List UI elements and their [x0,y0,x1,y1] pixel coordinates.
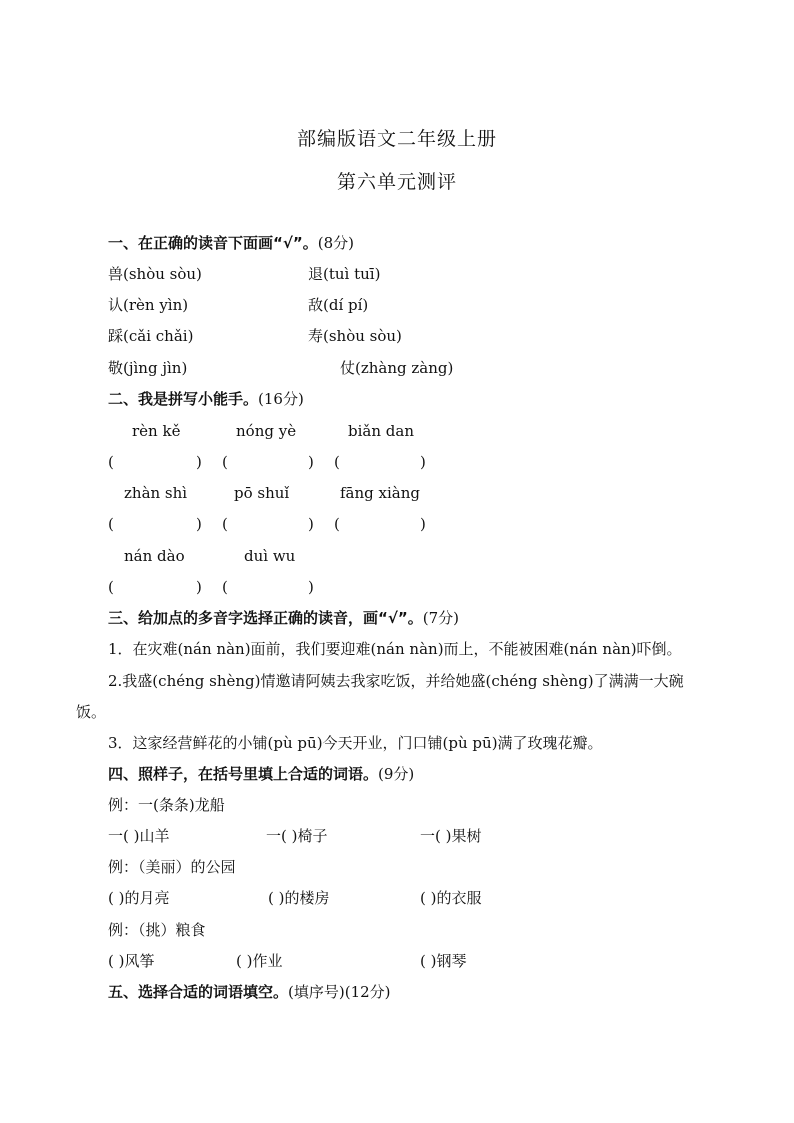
section-5-title: 五、选择合适的词语填空。 [108,983,289,1001]
fill-blank-item[interactable]: ( )的月亮 [108,889,170,907]
s1-item: 踩(cǎi chǎi) [108,327,194,345]
answer-paren-open[interactable]: ( [334,453,340,471]
answer-paren-open[interactable]: ( [108,515,114,533]
section-3-title: 三、给加点的多音字选择正确的读音，画“√”。 [108,609,423,627]
page-subtitle: 第六单元测评 [336,171,457,193]
fill-blank-item[interactable]: 一( )椅子 [266,827,328,845]
answer-paren-close[interactable]: ) [308,453,314,471]
s1-item: 寿(shòu sòu) [308,327,402,345]
answer-paren-close[interactable]: ) [308,578,314,596]
fill-blank-item[interactable]: 一( )果树 [420,827,482,845]
s3-question-2: 2.我盛(chéng shèng)情邀请阿姨去我家吃饭，并给她盛(chéng shèng)了满满一大碗 [108,672,684,690]
fill-blank-item[interactable]: ( )风筝 [108,952,155,970]
fill-blank-item[interactable]: ( )的楼房 [268,889,330,907]
pinyin-prompt: biǎn dan [348,422,414,440]
fill-blank-item[interactable]: ( )钢琴 [420,952,467,970]
answer-paren-open[interactable]: ( [108,578,114,596]
s3-question-3: 3．这家经营鲜花的小铺(pù pū)今天开业，门口铺(pù pū)满了玫瑰花瓣。 [108,734,603,752]
s1-item: 兽(shòu sòu) [108,265,202,283]
answer-paren-open[interactable]: ( [222,453,228,471]
s1-item: 认(rèn yìn) [108,296,189,314]
pinyin-prompt: nóng yè [236,422,297,440]
pinyin-prompt: zhàn shì [124,484,188,502]
section-1-title: 一、在正确的读音下面画“√”。 [108,234,318,252]
page-title: 部编版语文二年级上册 [296,128,497,150]
section-2-heading [108,389,304,409]
answer-paren-open[interactable]: ( [222,578,228,596]
section-2-score: (16分) [258,390,304,408]
section-4-heading [108,764,414,784]
section-4-score: (9分) [378,765,415,783]
fill-blank-item[interactable]: 一( )山羊 [108,827,170,845]
section-1-score: (8分) [317,234,354,252]
section-2-title: 二、我是拼写小能手。 [108,390,259,408]
pinyin-prompt: pō shuǐ [234,484,290,502]
section-5-score: (填序号)(12分) [288,983,391,1001]
pinyin-prompt: nán dào [124,547,185,565]
s1-item: 退(tuì tuī) [308,265,381,283]
s4-example-2: 例：（美丽）的公园 [108,858,236,876]
section-4-title: 四、照样子，在括号里填上合适的词语。 [108,765,379,783]
s4-example-1: 例：一(条条)龙船 [108,796,225,814]
answer-paren-open[interactable]: ( [222,515,228,533]
s4-example-3: 例：（挑）粮食 [108,921,206,939]
answer-paren-close[interactable]: ) [196,578,202,596]
fill-blank-item[interactable]: ( )的衣服 [420,889,482,907]
pinyin-prompt: rèn kě [132,422,181,440]
s3-question-1: 1．在灾难(nán nàn)面前，我们要迎难(nán nàn)而上，不能被困难(nán nàn)吓倒。 [108,640,682,658]
fill-blank-item[interactable]: ( )作业 [236,952,283,970]
s1-item: 敬(jìng jìn) [108,359,188,377]
answer-paren-close[interactable]: ) [196,515,202,533]
s1-item: 敌(dí pí) [308,296,369,314]
answer-paren-open[interactable]: ( [108,453,114,471]
s1-item: 仗(zhàng zàng) [340,359,454,377]
answer-paren-open[interactable]: ( [334,515,340,533]
section-3-heading [108,608,459,628]
section-3-score: (7分) [422,609,459,627]
section-5-heading [108,982,391,1002]
answer-paren-close[interactable]: ) [308,515,314,533]
section-1-heading [108,233,354,253]
pinyin-prompt: duì wu [244,547,296,565]
s3-question-2-continued: 饭。 [76,703,107,721]
answer-paren-close[interactable]: ) [420,515,426,533]
pinyin-prompt: fāng xiàng [340,484,420,502]
answer-paren-close[interactable]: ) [196,453,202,471]
answer-paren-close[interactable]: ) [420,453,426,471]
